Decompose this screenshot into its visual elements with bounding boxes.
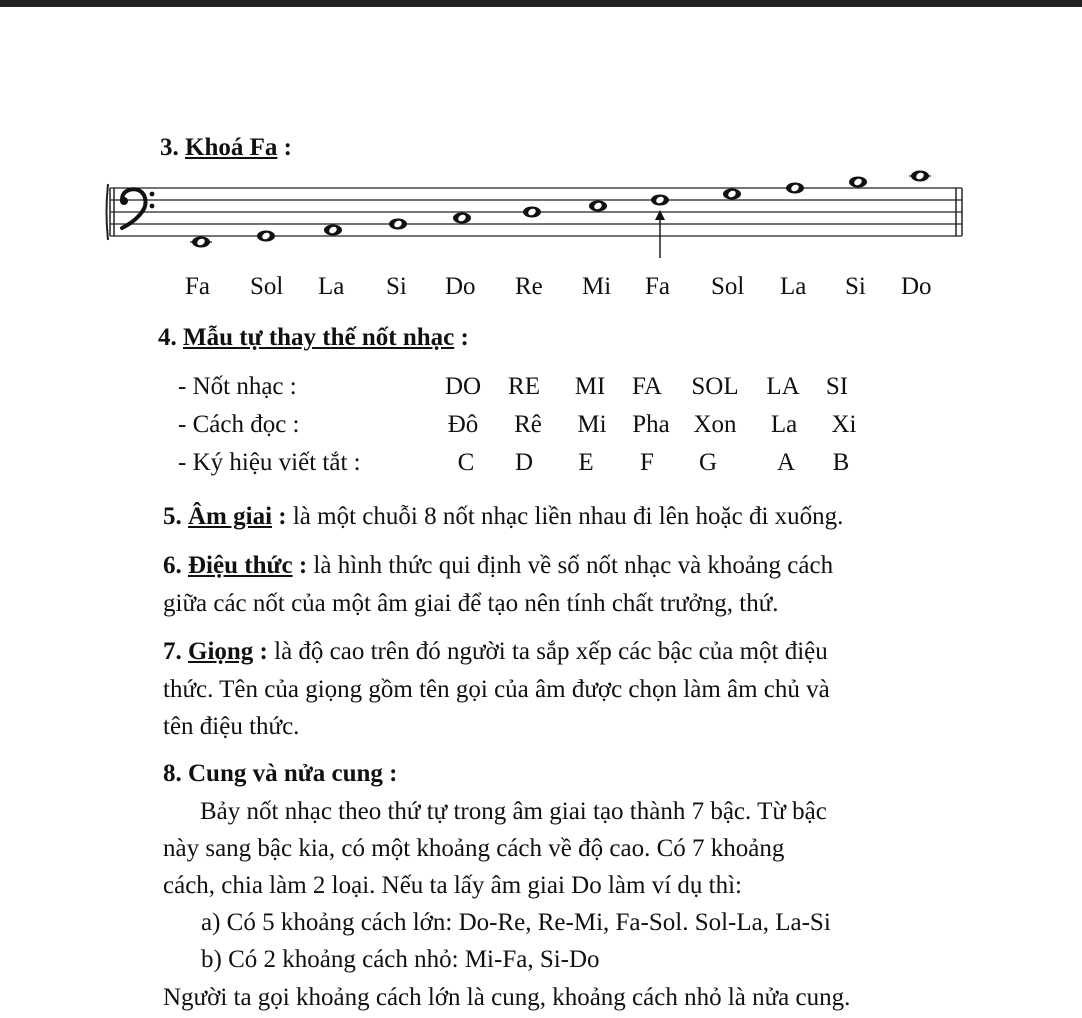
note-sol-high [723, 189, 741, 200]
table-cell: FA [631, 373, 663, 400]
table-cell: F [640, 449, 654, 476]
table-cell: Mi [577, 411, 607, 438]
note-label: Fa [645, 273, 670, 300]
note-si-low [389, 219, 407, 230]
note-label: Re [515, 273, 543, 300]
fa-line-arrow-icon [655, 210, 665, 258]
note-label: Do [445, 273, 476, 300]
table-cell: Xi [831, 411, 857, 438]
row-label-abbreviation: - Ký hiệu viết tắt : [178, 449, 361, 476]
section-6-line-1 [163, 551, 833, 581]
staff-brace [107, 184, 109, 240]
section-7-colon: : [259, 638, 268, 665]
table-cell: SI [825, 373, 849, 400]
note-re [523, 207, 541, 218]
section-8-line: Bảy nốt nhạc theo thứ tự trong âm giai tạo thành 7 bậc. Từ bậc [200, 798, 827, 825]
section-3-title: Khoá Fa [185, 134, 278, 161]
note-do-high [909, 171, 931, 182]
table-cell: La [770, 411, 798, 438]
row-label-note: - Nốt nhạc : [178, 373, 297, 400]
section-4-colon: : [460, 324, 469, 351]
table-cell: Rê [514, 411, 542, 438]
section-3-colon: : [283, 134, 292, 161]
table-cell: Đô [447, 411, 479, 438]
note-la-low [324, 225, 342, 236]
section-5-number: 5. [163, 503, 182, 530]
note-label: Sol [250, 273, 284, 300]
table-cell: B [832, 449, 850, 476]
note-label: Mi [582, 273, 612, 300]
note-fa-mid [651, 195, 669, 206]
section-3-number: 3. [160, 134, 179, 161]
note-sol-low [257, 231, 275, 242]
table-cell: DO [444, 373, 482, 400]
section-3-heading [160, 133, 292, 163]
table-cell: G [698, 449, 718, 476]
note-label: La [780, 273, 807, 300]
top-border [0, 0, 1082, 7]
section-8-heading: 8. Cung và nửa cung : [163, 760, 398, 787]
section-6-number: 6. [163, 552, 182, 579]
section-4-heading [158, 323, 469, 353]
table-cell: SOL [691, 373, 739, 400]
note-fa-low [190, 237, 212, 248]
section-6-text-1: là hình thức qui định về số nốt nhạc và khoảng cách [313, 552, 834, 579]
section-8-item-a: a) Có 5 khoảng cách lớn: Do-Re, Re-Mi, Fa-Sol. Sol-La, La-Si [201, 909, 831, 936]
section-7-number: 7. [163, 638, 182, 665]
note-label: Si [386, 273, 407, 300]
note-do-low [453, 213, 471, 224]
section-7-line-2: thức. Tên của giọng gồm tên gọi của âm được chọn làm âm chủ và [163, 676, 830, 703]
section-7-line-1 [163, 637, 828, 667]
note-label: Si [845, 273, 866, 300]
table-cell: E [578, 449, 594, 476]
section-5-paragraph [163, 502, 843, 532]
table-cell: D [514, 449, 534, 476]
section-4-title: Mẫu tự thay thế nốt nhạc [183, 324, 455, 351]
table-cell: MI [574, 373, 606, 400]
table-cell: A [776, 449, 796, 476]
section-6-title: Điệu thức [188, 552, 293, 579]
bass-clef-staff [100, 160, 970, 260]
note-la-high [786, 183, 804, 194]
table-cell: Xon [693, 411, 737, 438]
section-7-text-1: là độ cao trên đó người ta sắp xếp các bậc của một điệu [274, 638, 828, 665]
section-7-title: Giọng [188, 638, 254, 665]
section-5-colon: : [278, 503, 287, 530]
section-5-title: Âm giai [188, 503, 273, 530]
note-mi [589, 201, 607, 212]
table-cell: RE [508, 373, 540, 400]
section-8-line: này sang bậc kia, có một khoảng cách về độ cao. Có 7 khoảng [163, 835, 785, 862]
section-8-line: cách, chia làm 2 loại. Nếu ta lấy âm giai Do làm ví dụ thì: [163, 872, 742, 899]
section-7-line-3: tên điệu thức. [163, 713, 300, 740]
bass-clef-icon [120, 189, 154, 228]
table-cell: C [457, 449, 475, 476]
table-cell: LA [766, 373, 800, 400]
note-si-high [849, 177, 867, 188]
note-label: La [318, 273, 345, 300]
note-label: Do [901, 273, 932, 300]
table-cell: Pha [632, 411, 670, 438]
note-label: Fa [185, 273, 210, 300]
section-8-line: Người ta gọi khoảng cách lớn là cung, khoảng cách nhỏ là nửa cung. [163, 984, 851, 1011]
row-label-reading: - Cách đọc : [178, 411, 300, 438]
section-5-text: là một chuỗi 8 nốt nhạc liền nhau đi lên hoặc đi xuống. [292, 503, 844, 530]
section-6-line-2: giữa các nốt của một âm giai để tạo nên tính chất trưởng, thứ. [163, 590, 779, 617]
note-label: Sol [711, 273, 745, 300]
section-8-item-b: b) Có 2 khoảng cách nhỏ: Mi-Fa, Si-Do [201, 946, 600, 973]
section-6-colon: : [298, 552, 308, 579]
section-4-number: 4. [158, 324, 177, 351]
